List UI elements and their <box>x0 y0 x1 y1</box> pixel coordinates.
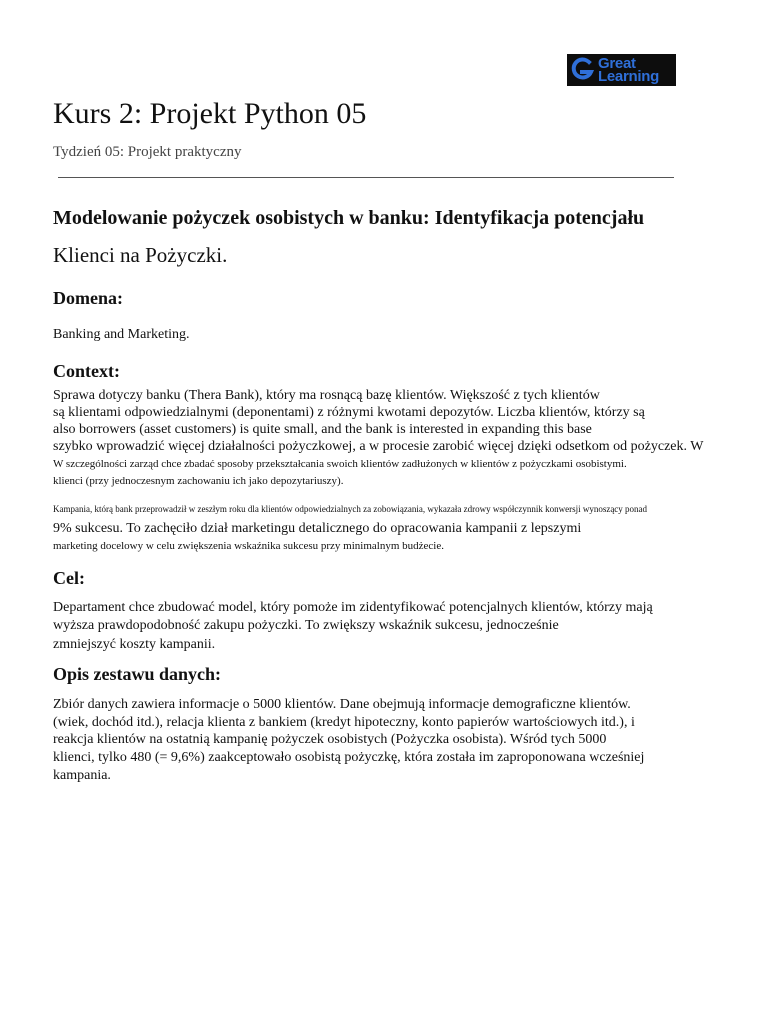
great-learning-logo <box>567 54 676 86</box>
logo-word-great: Great <box>598 55 636 72</box>
dataset-heading: Opis zestawu danych: <box>53 664 222 684</box>
context-line: są klientami odpowiedzialnymi (deponentami) z różnymi kwotami depozytów. Liczba klientów, którzy są <box>53 405 645 420</box>
page-title: Kurs 2: Projekt Python 05 <box>53 97 367 130</box>
page-subtitle: Tydzień 05: Projekt praktyczny <box>53 144 242 160</box>
project-heading-line-2: Klienci na Pożyczki. <box>53 243 228 267</box>
logo-wordmark <box>598 57 659 83</box>
dataset-line: Zbiór danych zawiera informacje o 5000 klientów. Dane obejmują informacje demograficzne klientów. <box>53 697 631 712</box>
objective-line: wyższa prawdopodobność zakupu pożyczki. To zwiększy wskaźnik sukcesu, jednocześnie <box>53 618 559 633</box>
great-learning-g-icon <box>569 56 595 84</box>
context-line: szybko wprowadzić więcej działalności pożyczkowej, a w procesie zarobić więcej dzięki odsetkom od pożyczek. W <box>53 439 704 454</box>
dataset-line: kampania. <box>53 768 111 783</box>
context-line: 9% sukcesu. To zachęciło dział marketingu detalicznego do opracowania kampanii z lepszymi <box>53 521 582 536</box>
context-line: also borrowers (asset customers) is quite small, and the bank is interested in expanding this base <box>53 422 592 437</box>
project-heading <box>53 205 743 268</box>
context-line: W szczególności zarząd chce zbadać sposoby przekształcania swoich klientów zadłużonych w klientów z pożyczkami osobistymi. <box>53 458 627 470</box>
dataset-line: klienci, tylko 480 (= 9,6%) zaakceptowało osobistą pożyczkę, która została im zaproponowana wcześniej <box>53 750 645 765</box>
dataset-line: (wiek, dochód itd.), relacja klienta z bankiem (kredyt hipoteczny, konto papierów wartościowych itd.), i <box>53 715 635 730</box>
domain-heading: Domena: <box>53 288 123 308</box>
context-line: Sprawa dotyczy banku (Thera Bank), który ma rosnącą bazę klientów. Większość z tych klientów <box>53 388 600 403</box>
objective-line: Departament chce zbudować model, który pomoże im zidentyfikować potencjalnych klientów, którzy mają <box>53 600 653 615</box>
context-line: klienci (przy jednoczesnym zachowaniu ich jako depozytariuszy). <box>53 475 344 487</box>
context-line: marketing docelowy w celu zwiększenia wskaźnika sukcesu przy minimalnym budżecie. <box>53 540 444 552</box>
logo-word-learning: Learning <box>598 68 659 85</box>
context-heading: Context: <box>53 361 120 381</box>
dataset-line: reakcja klientów na ostatnią kampanię pożyczek osobistych (Pożyczka osobista). Wśród tych 5000 <box>53 732 607 747</box>
objective-heading: Cel: <box>53 568 85 588</box>
header-divider <box>58 177 674 178</box>
project-heading-line-1: Modelowanie pożyczek osobistych w banku: Identyfikacja potencjału <box>53 207 645 229</box>
domain-text: Banking and Marketing. <box>53 327 190 342</box>
objective-line: zmniejszyć koszty kampanii. <box>53 637 216 652</box>
context-line: Kampania, którą bank przeprowadził w zeszłym roku dla klientów odpowiedzialnych za zobowiązania, wykazała zdrowy współczynnik konwersji wynoszący ponad <box>53 504 648 514</box>
